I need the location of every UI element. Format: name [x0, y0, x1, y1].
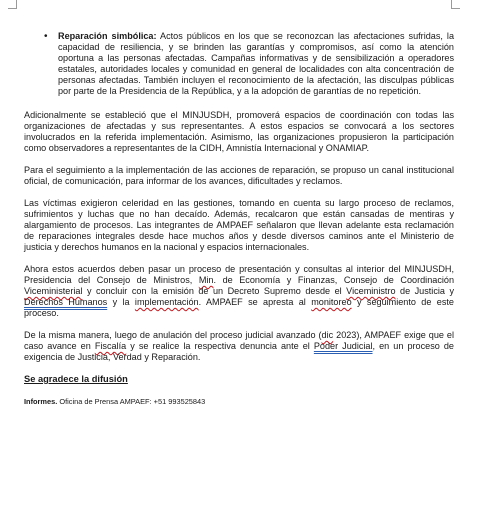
paragraph-acuerdos-text-4: de Justicia y [395, 286, 454, 296]
paragraph-acuerdos-text-7: y seguimiento de este proceso. [24, 297, 454, 318]
document-body [24, 31, 454, 407]
bullet-item-reparacion-simbolica [24, 31, 454, 97]
paragraph-acuerdos [24, 264, 454, 319]
paragraph-anulacion [24, 330, 454, 363]
contact-label: Informes. [24, 397, 58, 406]
grammar-flag-poder-judicial[interactable]: Poder Judicial [313, 341, 373, 351]
spellcheck-flag-implementacion[interactable]: implementación [134, 297, 199, 307]
margin-corner-mark-right [451, 0, 460, 9]
spellcheck-flag-min[interactable]: Min [198, 275, 214, 285]
paragraph-acuerdos-text-6: . AMPAEF se apresta al [198, 297, 312, 307]
thanks-heading: Se agradece la difusión [24, 374, 128, 384]
paragraph-victimas: Las víctimas exigieron celeridad en las gestiones, tomando en cuenta su largo proceso de reclamos, sufrimientos y luchas que no han decaído. Además, recalcaron que están cansadas de mentiras y alargamiento de procesos. Las integrantes de AMPAEF señalaron que llevan adelante esta reclamación de reparaciones integrales desde hace muchos años y desde diversos caminos ante el Ministerio de justicia y derechos humanos en la nacional y espacios internacionales. [24, 198, 454, 252]
paragraph-anulacion-text-1: De la misma manera, luego de anulación del proceso judicial avanzado ( [24, 330, 322, 340]
paragraph-coordinacion: Adicionalmente se estableció que el MINJUSDH, promoverá espacios de coordinación con todas las organizaciones de afectadas y sus representantes. A estos espacios se convocará a los sectores involucrados en la referida implementación. Asimismo, las organizaciones propusieron la participación como observadores a representantes de la CIDH, Amnistía Internacional y ONAMIAP. [24, 110, 454, 153]
grammar-flag-derechos-humanos[interactable]: Derechos Humanos [24, 297, 108, 307]
spellcheck-flag-viceministro[interactable]: Viceministro [346, 286, 396, 296]
paragraph-acuerdos-text-3: y concluir con la emisión de un Decreto Supremo desde el [82, 286, 347, 296]
paragraph-anulacion-text-4: , en un proceso de exigencia de Justicia, Verdad y Reparación. [24, 341, 454, 362]
paragraph-acuerdos-text-5: y la [107, 297, 135, 307]
paragraph-anulacion-text-2: 2023), AMPAEF exige que el caso avance en [24, 330, 455, 351]
spellcheck-flag-dic[interactable]: dic [321, 330, 334, 340]
contact-text: Oficina de Prensa AMPAEF: +51 993525843 [57, 397, 206, 406]
spellcheck-flag-fiscalia[interactable]: Fiscalía [94, 341, 127, 351]
spellcheck-flag-monitoreo[interactable]: monitoreo [311, 297, 352, 307]
bullet-dot-icon: • [44, 31, 48, 42]
paragraph-seguimiento: Para el seguimiento a la implementación de las acciones de reparación, se propuso un canal institucional oficial, de comunicación, para informar de los avances, dificultades y reclamos. [24, 165, 454, 186]
contact-line [24, 397, 454, 407]
paragraph-anulacion-text-3: y se realice la respectiva denuncia ante el [126, 341, 314, 351]
margin-corner-mark-left [8, 0, 17, 9]
bullet-text: Actos públicos en los que se reconozcan las afectaciones sufridas, la capacidad de resiliencia, y se brinden las garantías y compromisos, así como la atención oportuna a las personas afectadas. Campañas informativas y de sensibilización a operadores estatales, autoridades locales y comunidad en general de localidades con alta concentración de personas afectadas. También incluyen el reconocimiento de la afectación, las disculpas públicas por parte de la Presidencia de la República, y a la adopción de garantías de no repetición. [58, 31, 455, 96]
bullet-title: Reparación simbólica: [58, 31, 157, 41]
paragraph-acuerdos-text-1: Ahora estos acuerdos deben pasar un proceso de presentación y consultas al interior del MINJUSDH, Presidencia del Consejo de Ministros, [24, 264, 454, 285]
spellcheck-flag-viceministerial[interactable]: Viceministerial [24, 286, 83, 296]
paragraph-acuerdos-text-2: . de Economía y Finanzas, Consejo de Coordinación [213, 275, 455, 285]
